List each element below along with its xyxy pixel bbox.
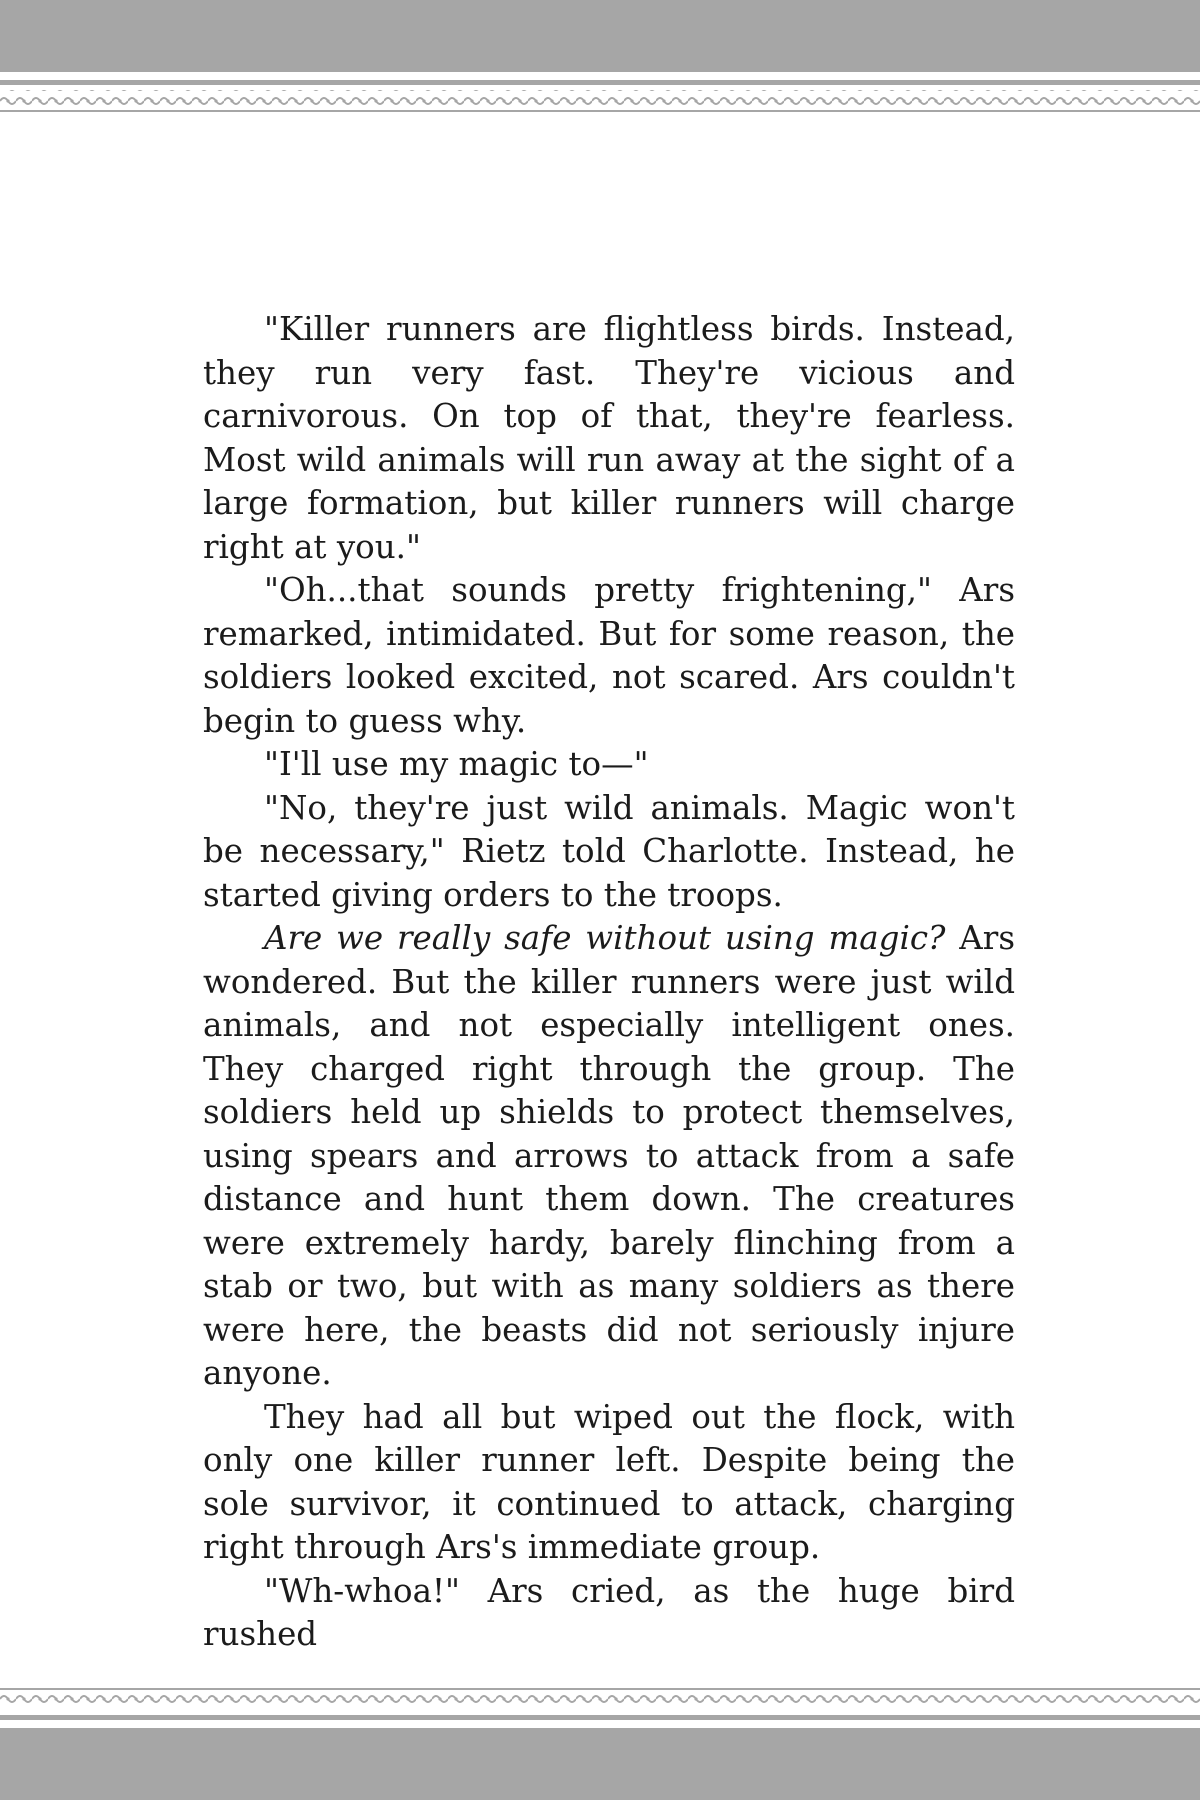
paragraph-3: "I'll use my magic to—" [264, 745, 649, 783]
inner-thought-italic: Are we really safe without using magic? [264, 919, 946, 957]
top-decorative-border [0, 80, 1200, 122]
paragraph-6: They had all but wiped out the flock, with only one killer runner left. Despite being the sole survivor, it continued to attack, charging right through Ars's immediate group. [203, 1397, 1015, 1566]
bottom-gray-band [0, 1728, 1200, 1800]
paragraph-4: "No, they're just wild animals. Magic won't be necessary," Rietz told Charlotte. Instead, he started giving orders to the troops. [203, 788, 1015, 914]
paragraph-2: "Oh...that sounds pretty frightening," Ars remarked, intimidated. But for some reason, the soldiers looked excited, not scared. Ars couldn't begin to guess why. [203, 571, 1015, 740]
page-body-text [203, 308, 1015, 1657]
paragraph-7: "Wh-whoa!" Ars cried, as the huge bird rushed [203, 1571, 1015, 1653]
top-gray-band [0, 0, 1200, 72]
bottom-decorative-border [0, 1678, 1200, 1720]
paragraph-1: "Killer runners are flightless birds. Instead, they run very fast. They're vicious and carnivorous. On top of that, they're fearless. Most wild animals will run away at the sight of a large formation, but killer runners will charge right at you." [203, 310, 1015, 566]
paragraph-5-rest: Ars wondered. But the killer runners were just wild animals, and not especially intelligent ones. They charged right through the group. The soldiers held up shields to protect themselves, using spears and arrows to attack from a safe distance and hunt them down. The creatures were extremely hardy, barely flinching from a stab or two, but with as many soldiers as there were here, the beasts did not seriously injure anyone. [203, 919, 1015, 1392]
paragraph-5 [203, 917, 1015, 1396]
